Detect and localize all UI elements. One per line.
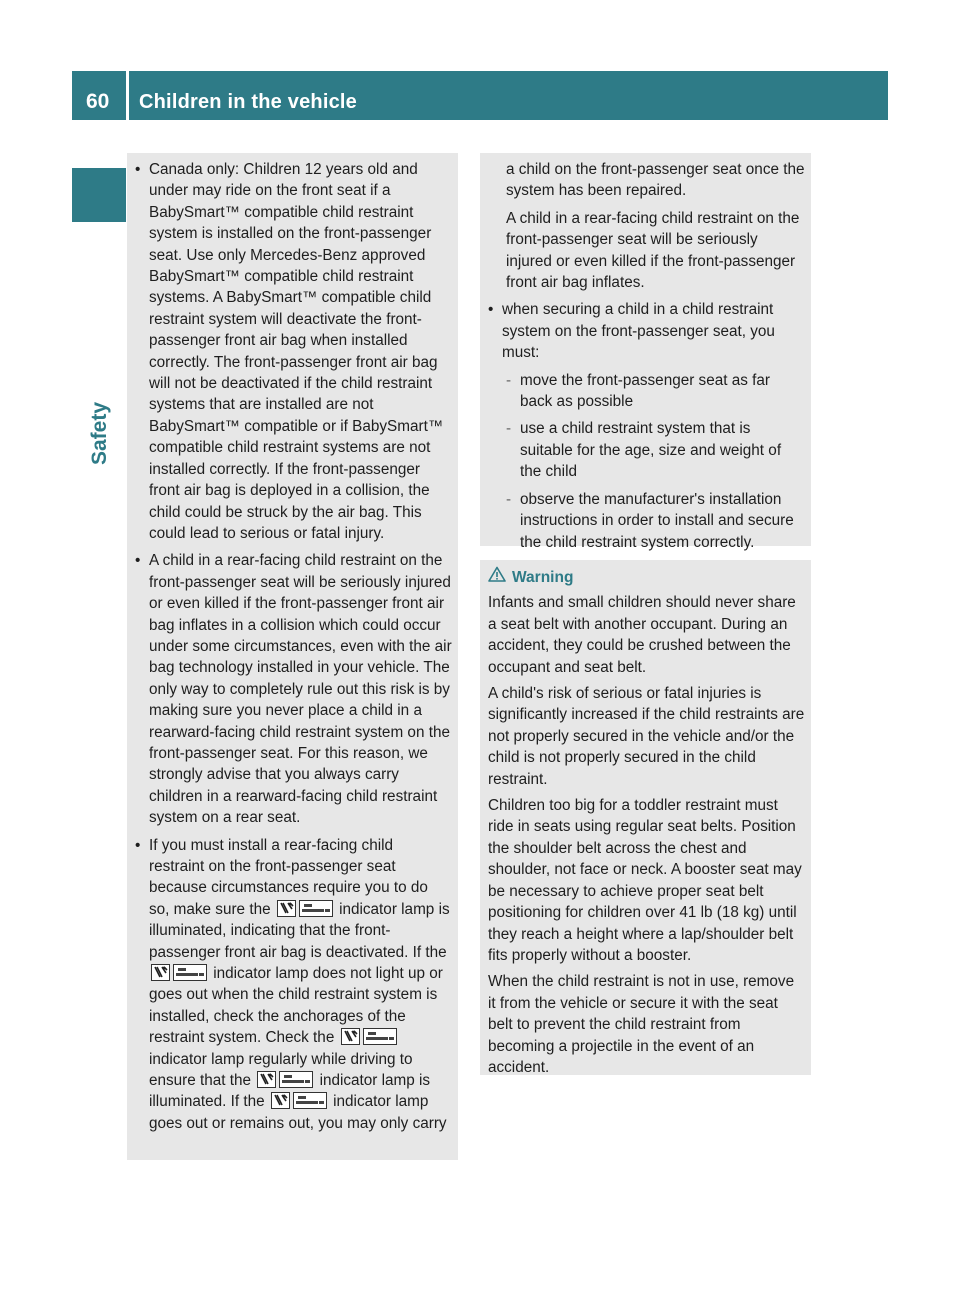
airbag-off-indicator-icon [341, 1028, 397, 1045]
text-run: indicator lamp does not light up or goes out when the child restraint system is installed, check the anchorages of the restraint system. Check the [149, 965, 443, 1047]
sub-list-item: - observe the manufacturer's installation instructions in order to install and secure the child restraint system correctly. [488, 489, 805, 553]
text-run: indicator lamp is illuminated, indicating that the front-passenger front air bag is deactivated. If the [149, 900, 450, 961]
airbag-off-indicator-icon [151, 964, 207, 981]
airbag-off-indicator-icon [271, 1092, 327, 1109]
warning-paragraph: Children too big for a toddler restraint must ride in seats using regular seat belts. Position the shoulder belt across the chest and shoulder, not face or neck. A booster seat may be necessary to achieve proper seat belt positioning for children over 41 lb (18 kg) until they reach a height where a lap/shoulder belt fits properly without a booster. [488, 797, 802, 964]
list-item: • Canada only: Children 12 years old and under may ride on the front seat if a BabySmart™ compatible child restraint system is installed on the front-passenger seat. Use only Mercedes-Benz approved BabySmart™ compatible child restraint systems. A BabySmart™ compatible child restraint system will deactivate the front-passenger front air bag when installed correctly. The front-passenger front air bag will not be deactivated if the child restraint systems that are installed are not BabySmart™ compatible or if BabySmart™ compatible child restraint systems are not installed correctly. If the front-passenger front air bag is deployed in a collision, the child could be struck by the air bag. This could lead to serious or fatal injury. [135, 159, 452, 544]
pass-airbag-off-icon [279, 1071, 313, 1088]
child-seat-icon [271, 1092, 290, 1109]
list-item: • A child in a rear-facing child restraint on the front-passenger seat will be seriously injured or even killed if the front-passenger front air bag inflates in a collision which could occur under some circumstances, even with the air bag technology installed in your vehicle. The only way to completely rule out this risk is by making sure you never place a child in a rearward-facing child restraint system on the front-passenger seat. For this reason, we strongly advise that you always carry children in a rearward-facing child restraint system on a rear seat. [135, 550, 452, 828]
child-seat-icon [151, 964, 170, 981]
airbag-off-indicator-icon [277, 900, 333, 917]
pass-airbag-off-icon [363, 1028, 397, 1045]
text-run: indicator lamp regularly while driving to ensure that the [149, 1050, 413, 1090]
child-seat-icon [277, 900, 296, 917]
text-run: If you must install a rear-facing child restraint on the front-passenger seat because circumstances require you to do so, make sure the [149, 836, 428, 918]
side-tab [80, 345, 120, 465]
pass-airbag-off-icon [299, 900, 333, 917]
child-seat-icon [341, 1028, 360, 1045]
header-divider [126, 71, 129, 120]
warning-heading [488, 566, 805, 588]
side-marker [72, 168, 126, 222]
airbag-off-indicator-icon [257, 1071, 313, 1088]
warning-panel [480, 560, 811, 1075]
warning-paragraph: A child's risk of serious or fatal injuries is significantly increased if the child restraints are not properly secured in the vehicle and/or the child is not properly secured in the child restraint. [488, 685, 805, 788]
left-column-panel [127, 153, 458, 1160]
pass-airbag-off-icon [293, 1092, 327, 1109]
right-column-panel [480, 153, 811, 551]
continued-text: a child on the front-passenger seat once the system has been repaired. [506, 161, 805, 200]
warning-paragraph: Infants and small children should never share a seat belt with another occupant. During an accident, they could be crushed between the occupant and seat belt. [488, 594, 796, 676]
side-tab-label: Safety [88, 401, 111, 465]
warning-triangle-icon [488, 566, 506, 588]
warning-paragraph: When the child restraint is not in use, remove it from the vehicle or secure it with the seat belt to prevent the child restraint from becoming a projectile in the event of an accident. [488, 973, 795, 1076]
page-title: Children in the vehicle [139, 91, 357, 113]
child-seat-icon [257, 1071, 276, 1088]
pass-airbag-off-icon [173, 964, 207, 981]
text-run: indicator lamp is illuminated. If the [149, 1072, 431, 1111]
sub-list-item: - use a child restraint system that is suitable for the age, size and weight of the child [488, 418, 805, 482]
sub-list-item: - move the front-passenger seat as far back as possible [488, 370, 805, 413]
list-item: • when securing a child in a child restraint system on the front-passenger seat, you must: [488, 299, 805, 363]
text-run: indicator lamp goes out or remains out, you may only carry [149, 1093, 447, 1132]
continued-text: A child in a rear-facing child restraint on the front-passenger seat will be seriously injured or even killed if the front-passenger front air bag inflates. [506, 209, 800, 292]
warning-label: Warning [512, 568, 574, 586]
page-number: 60 [86, 90, 110, 113]
list-item-indicator [135, 835, 452, 1135]
